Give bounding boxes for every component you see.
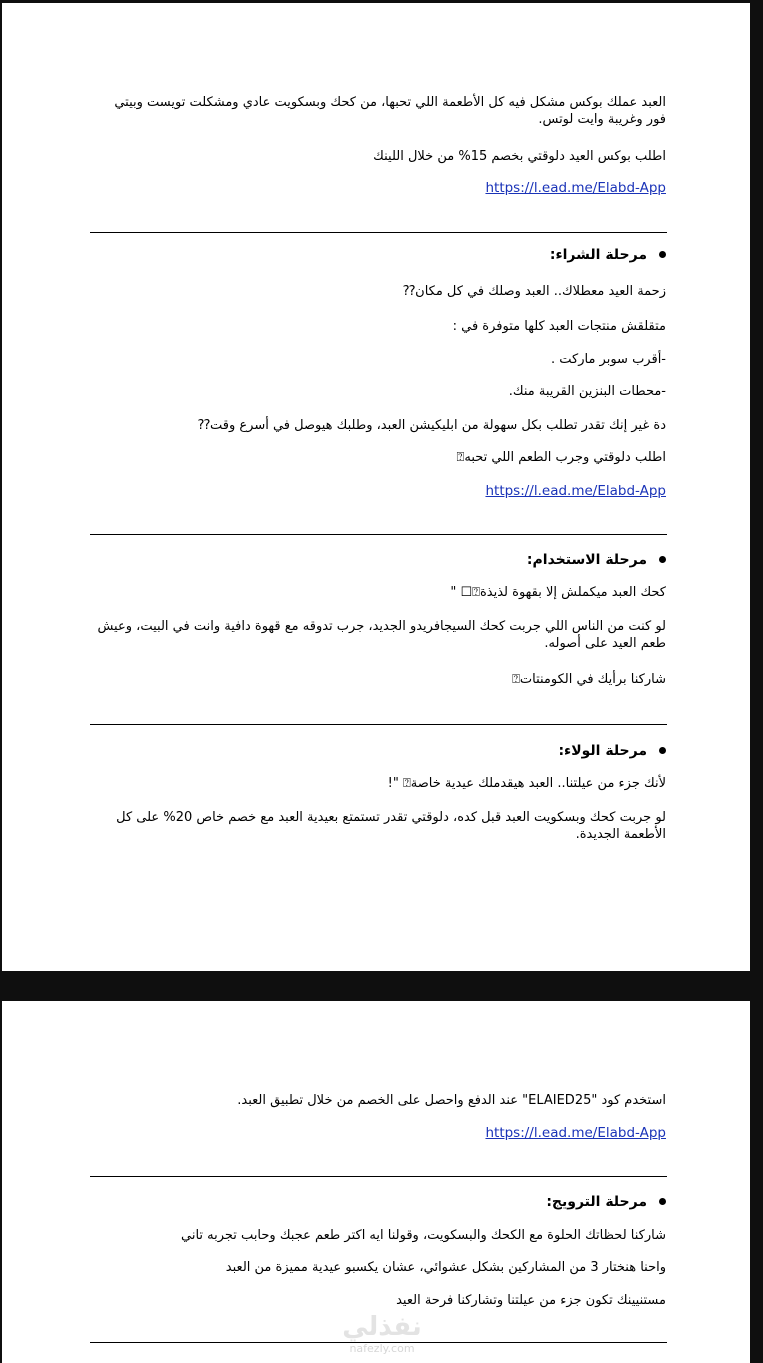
purchase-line: -محطات البنزين القريبة منك.	[508, 384, 666, 399]
app-link-1[interactable]: https://l.ead.me/Elabd-App	[485, 180, 666, 196]
app-link-3[interactable]: https://l.ead.me/Elabd-App	[485, 1125, 666, 1141]
app-link-2[interactable]: https://l.ead.me/Elabd-App	[485, 483, 666, 499]
section-divider	[90, 1176, 667, 1177]
loyalty-line-2a: لو جربت كحك وبسكويت العبد قبل كده، دلوقتي تقدر تستمتع بعيدية العبد مع خصم خاص 20% على كل	[116, 810, 666, 825]
usage-line-2b: طعم العيد على أصوله.	[544, 636, 666, 651]
link-row-2	[90, 483, 666, 500]
usage-paragraph	[90, 618, 666, 652]
intro-line-1: العبد عملك بوكس مشكل فيه كل الأطعمة اللي تحبها، من كحك وبسكويت عادي ومشكلت تويست وبيتي	[114, 95, 666, 110]
bullet-icon	[659, 747, 666, 754]
purchase-line: اطلب دلوقتي وجرب الطعم اللي تحبه⍰	[456, 450, 666, 465]
section-divider	[90, 232, 667, 233]
page-1-content	[90, 3, 666, 971]
intro-line-2: فور وغريبة وايت لوتس.	[538, 112, 666, 127]
promo-line: مستنيينك تكون جزء من عيلتنا وتشاركنا فرحة العيد	[396, 1293, 666, 1308]
section-divider	[90, 724, 667, 725]
bullet-icon	[659, 556, 666, 563]
loyalty-line-1: لأنك جزء من عيلتنا.. العبد هيقدملك عيدية خاصة⍰ "!	[387, 776, 666, 791]
usage-line-1: كحك العبد ميكملش إلا بقهوة لذيذة⍰☐ "	[450, 585, 666, 600]
purchase-line: متقلقش منتجات العبد كلها متوفرة في :	[452, 319, 666, 334]
discount-code-line: استخدم كود "ELAIED25" عند الدفع واحصل على الخصم من خلال تطبيق العبد.	[237, 1093, 666, 1108]
intro-paragraph	[90, 94, 666, 128]
page-2-content	[90, 1001, 666, 1363]
section-heading-purchase: مرحلة الشراء:	[90, 246, 666, 264]
usage-line-3: شاركنا برأيك في الكومنتات⍰	[512, 672, 666, 687]
document-page-1	[2, 3, 750, 971]
promo-line: واحنا هنختار 3 من المشاركين بشكل عشوائي، عشان يكسبو عيدية مميزة من العبد	[225, 1260, 666, 1275]
section-heading-loyalty: مرحلة الولاء:	[90, 742, 666, 760]
loyalty-paragraph	[90, 809, 666, 843]
purchase-line: -أقرب سوبر ماركت .	[550, 352, 666, 367]
promo-line: شاركنا لحظاتك الحلوة مع الكحك والبسكويت، وقولنا ايه اكتر طعم عجبك وحابب تجربه تاني	[180, 1228, 666, 1243]
loyalty-line-2b: الأطعمة الجديدة.	[575, 827, 666, 842]
bullet-icon	[659, 1198, 666, 1205]
link-row-1	[90, 180, 666, 197]
watermark-logo: نفذلي	[342, 1312, 422, 1342]
usage-line-2a: لو كنت من الناس اللي جربت كحك السيجافريدو الجديد، جرب تدوقه مع قهوة دافية وانت في البيت، وعيش	[97, 619, 666, 634]
watermark-url: nafezly.com	[349, 1342, 415, 1355]
bullet-icon	[659, 251, 666, 258]
section-divider	[90, 534, 667, 535]
document-page-2	[2, 1001, 750, 1363]
link-row-3	[90, 1125, 666, 1142]
purchase-line: دة غير إنك تقدر تطلب بكل سهولة من ابليكيشن العبد، وطلبك هيوصل في أسرع وقت⁇	[198, 418, 666, 433]
purchase-line: زحمة العيد معطلاك.. العبد وصلك في كل مكان⁇	[403, 284, 666, 299]
section-heading-usage: مرحلة الاستخدام:	[90, 551, 666, 569]
intro-order-text: اطلب بوكس العيد دلوقتي بخصم 15% من خلال اللينك	[373, 149, 666, 164]
section-heading-promo: مرحلة الترويج:	[90, 1193, 666, 1211]
